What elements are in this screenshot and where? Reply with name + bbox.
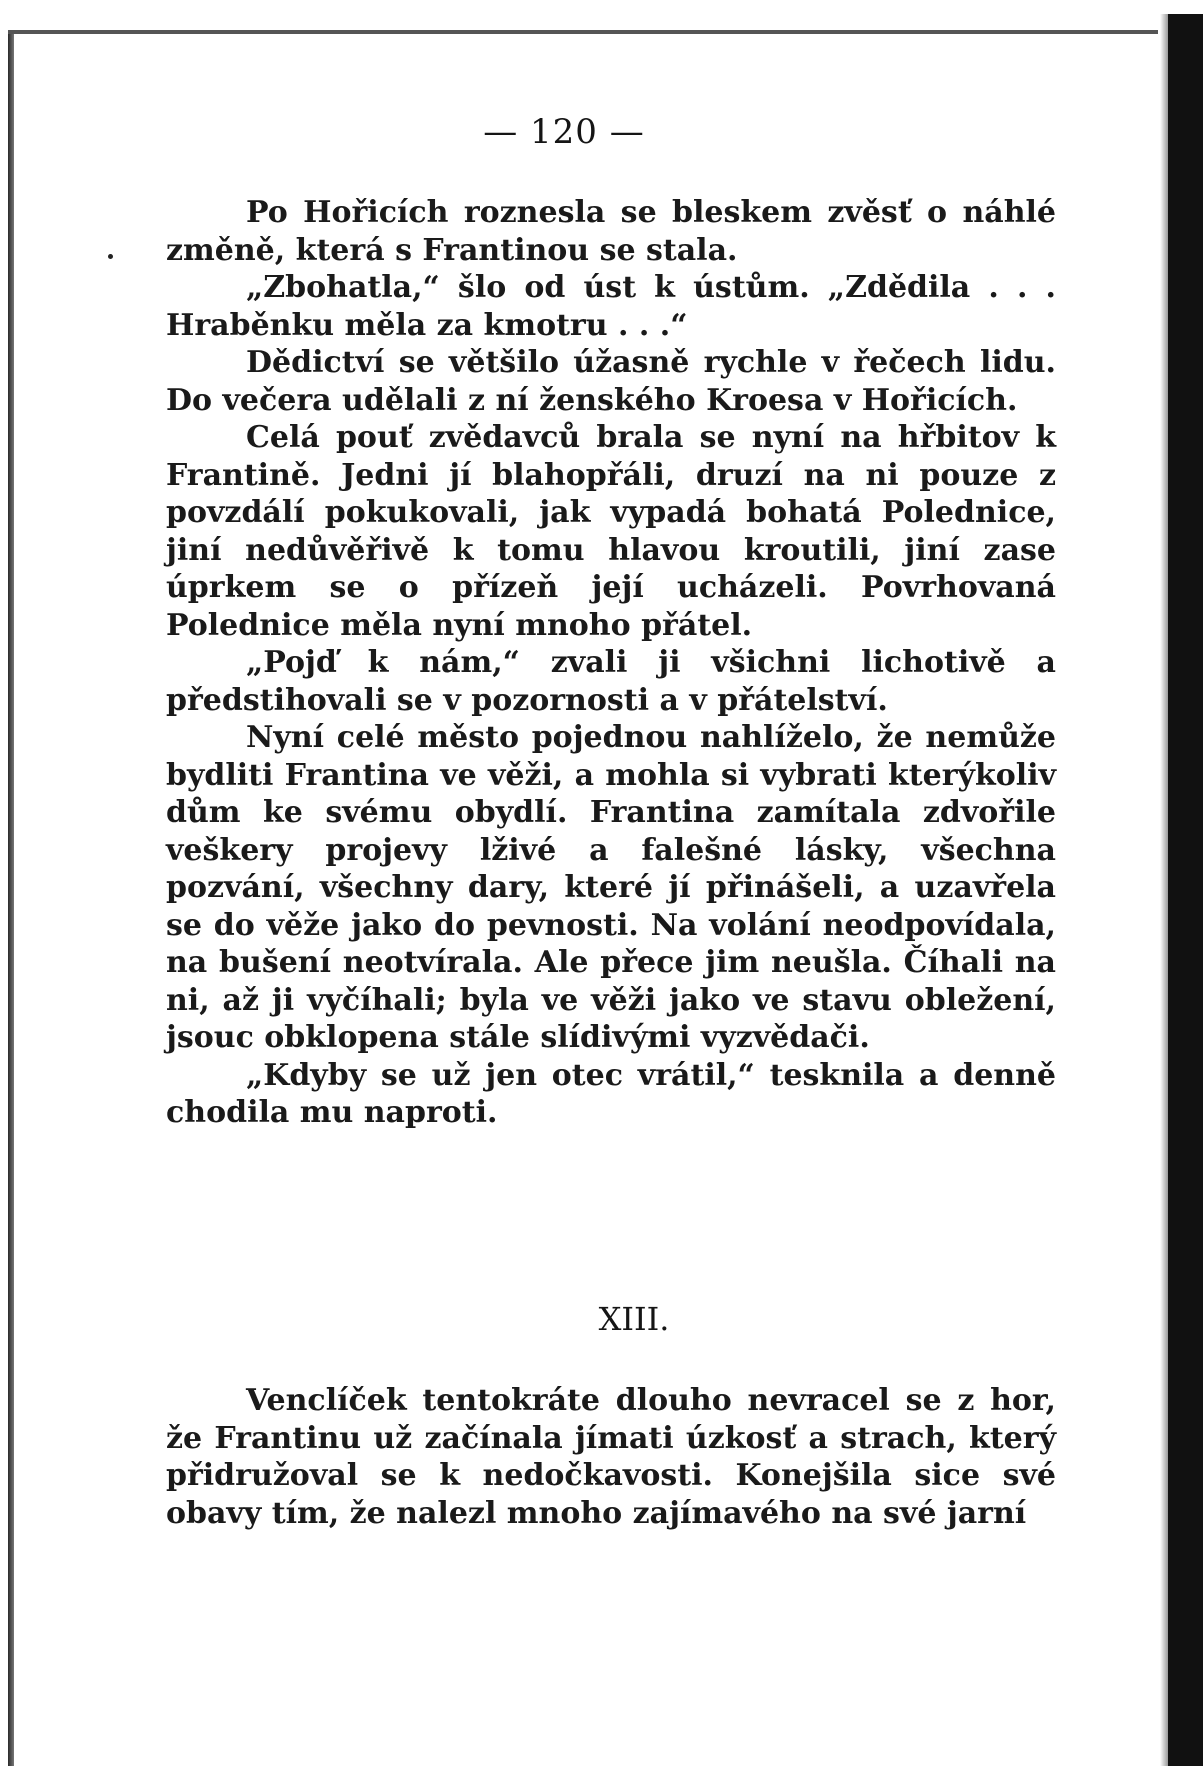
page-number: — 120 — <box>483 112 645 152</box>
scan-background <box>0 0 1203 30</box>
body-text <box>166 194 1056 1132</box>
chapter-body-text <box>166 1382 1056 1532</box>
paragraph: Celá pouť zvědavců brala se nyní na hřbitov k Frantině. Jedni jí blahopřáli, druzí na ni pouze z povzdálí pokukovali, jak vypadá bohatá Polednice, jiní nedůvěřivě k tomu hlavou kroutili, jiní zase úprkem se o přízeň její ucházeli. Povrhovaná Polednice měla nyní mnoho přátel. <box>166 420 1056 643</box>
paragraph: „Zbohatla,“ šlo od úst k ústům. „Zdědila . . . Hraběnku měla za kmotru . . .“ <box>166 270 1056 343</box>
book-page <box>14 34 1160 1766</box>
page-right-gutter <box>1160 14 1168 1766</box>
page-right-edge <box>1168 14 1203 1766</box>
paragraph: „Pojď k nám,“ zvali ji všichni lichotivě a předstihovali se v pozornosti a v přátelství. <box>166 645 1056 718</box>
paragraph: Venclíček tentokráte dlouho nevracel se z hor, že Frantinu už začínala jímati úzkosť a strach, který přidružoval se k nedočkavosti. Konejšila sice své obavy tím, že nalezl mnoho zajímavého na své jarní <box>166 1383 1056 1531</box>
paragraph: Dědictví se většilo úžasně rychle v řečech lidu. Do večera udělali z ní ženského Kroesa v Hořicích. <box>166 345 1056 418</box>
chapter-heading: XIII. <box>598 1300 670 1338</box>
paragraph: „Kdyby se už jen otec vrátil,“ tesknila a denně chodila mu naproti. <box>166 1057 1056 1130</box>
paragraph: Nyní celé město pojednou nahlíželo, že nemůže bydliti Frantina ve věži, a mohla si vybrati kterýkoliv dům ke svému obydlí. Frantina zamítala zdvořile veškery projevy lživé a falešné lásky, všechna pozvání, všechny dary, které jí přinášeli, a uzavřela se do věže jako do pevnosti. Na volání neodpovídala, na bušení neotvírala. Ale přece jim neušla. Číhali na ni, až ji vyčíhali; byla ve věži jako ve stavu obležení, jsouc obklopena stále slídivými vyzvědači. <box>166 720 1056 1055</box>
print-speck <box>108 254 113 259</box>
paragraph: Po Hořicích roznesla se bleskem zvěsť o náhlé změně, která s Frantinou se stala. <box>166 195 1056 268</box>
